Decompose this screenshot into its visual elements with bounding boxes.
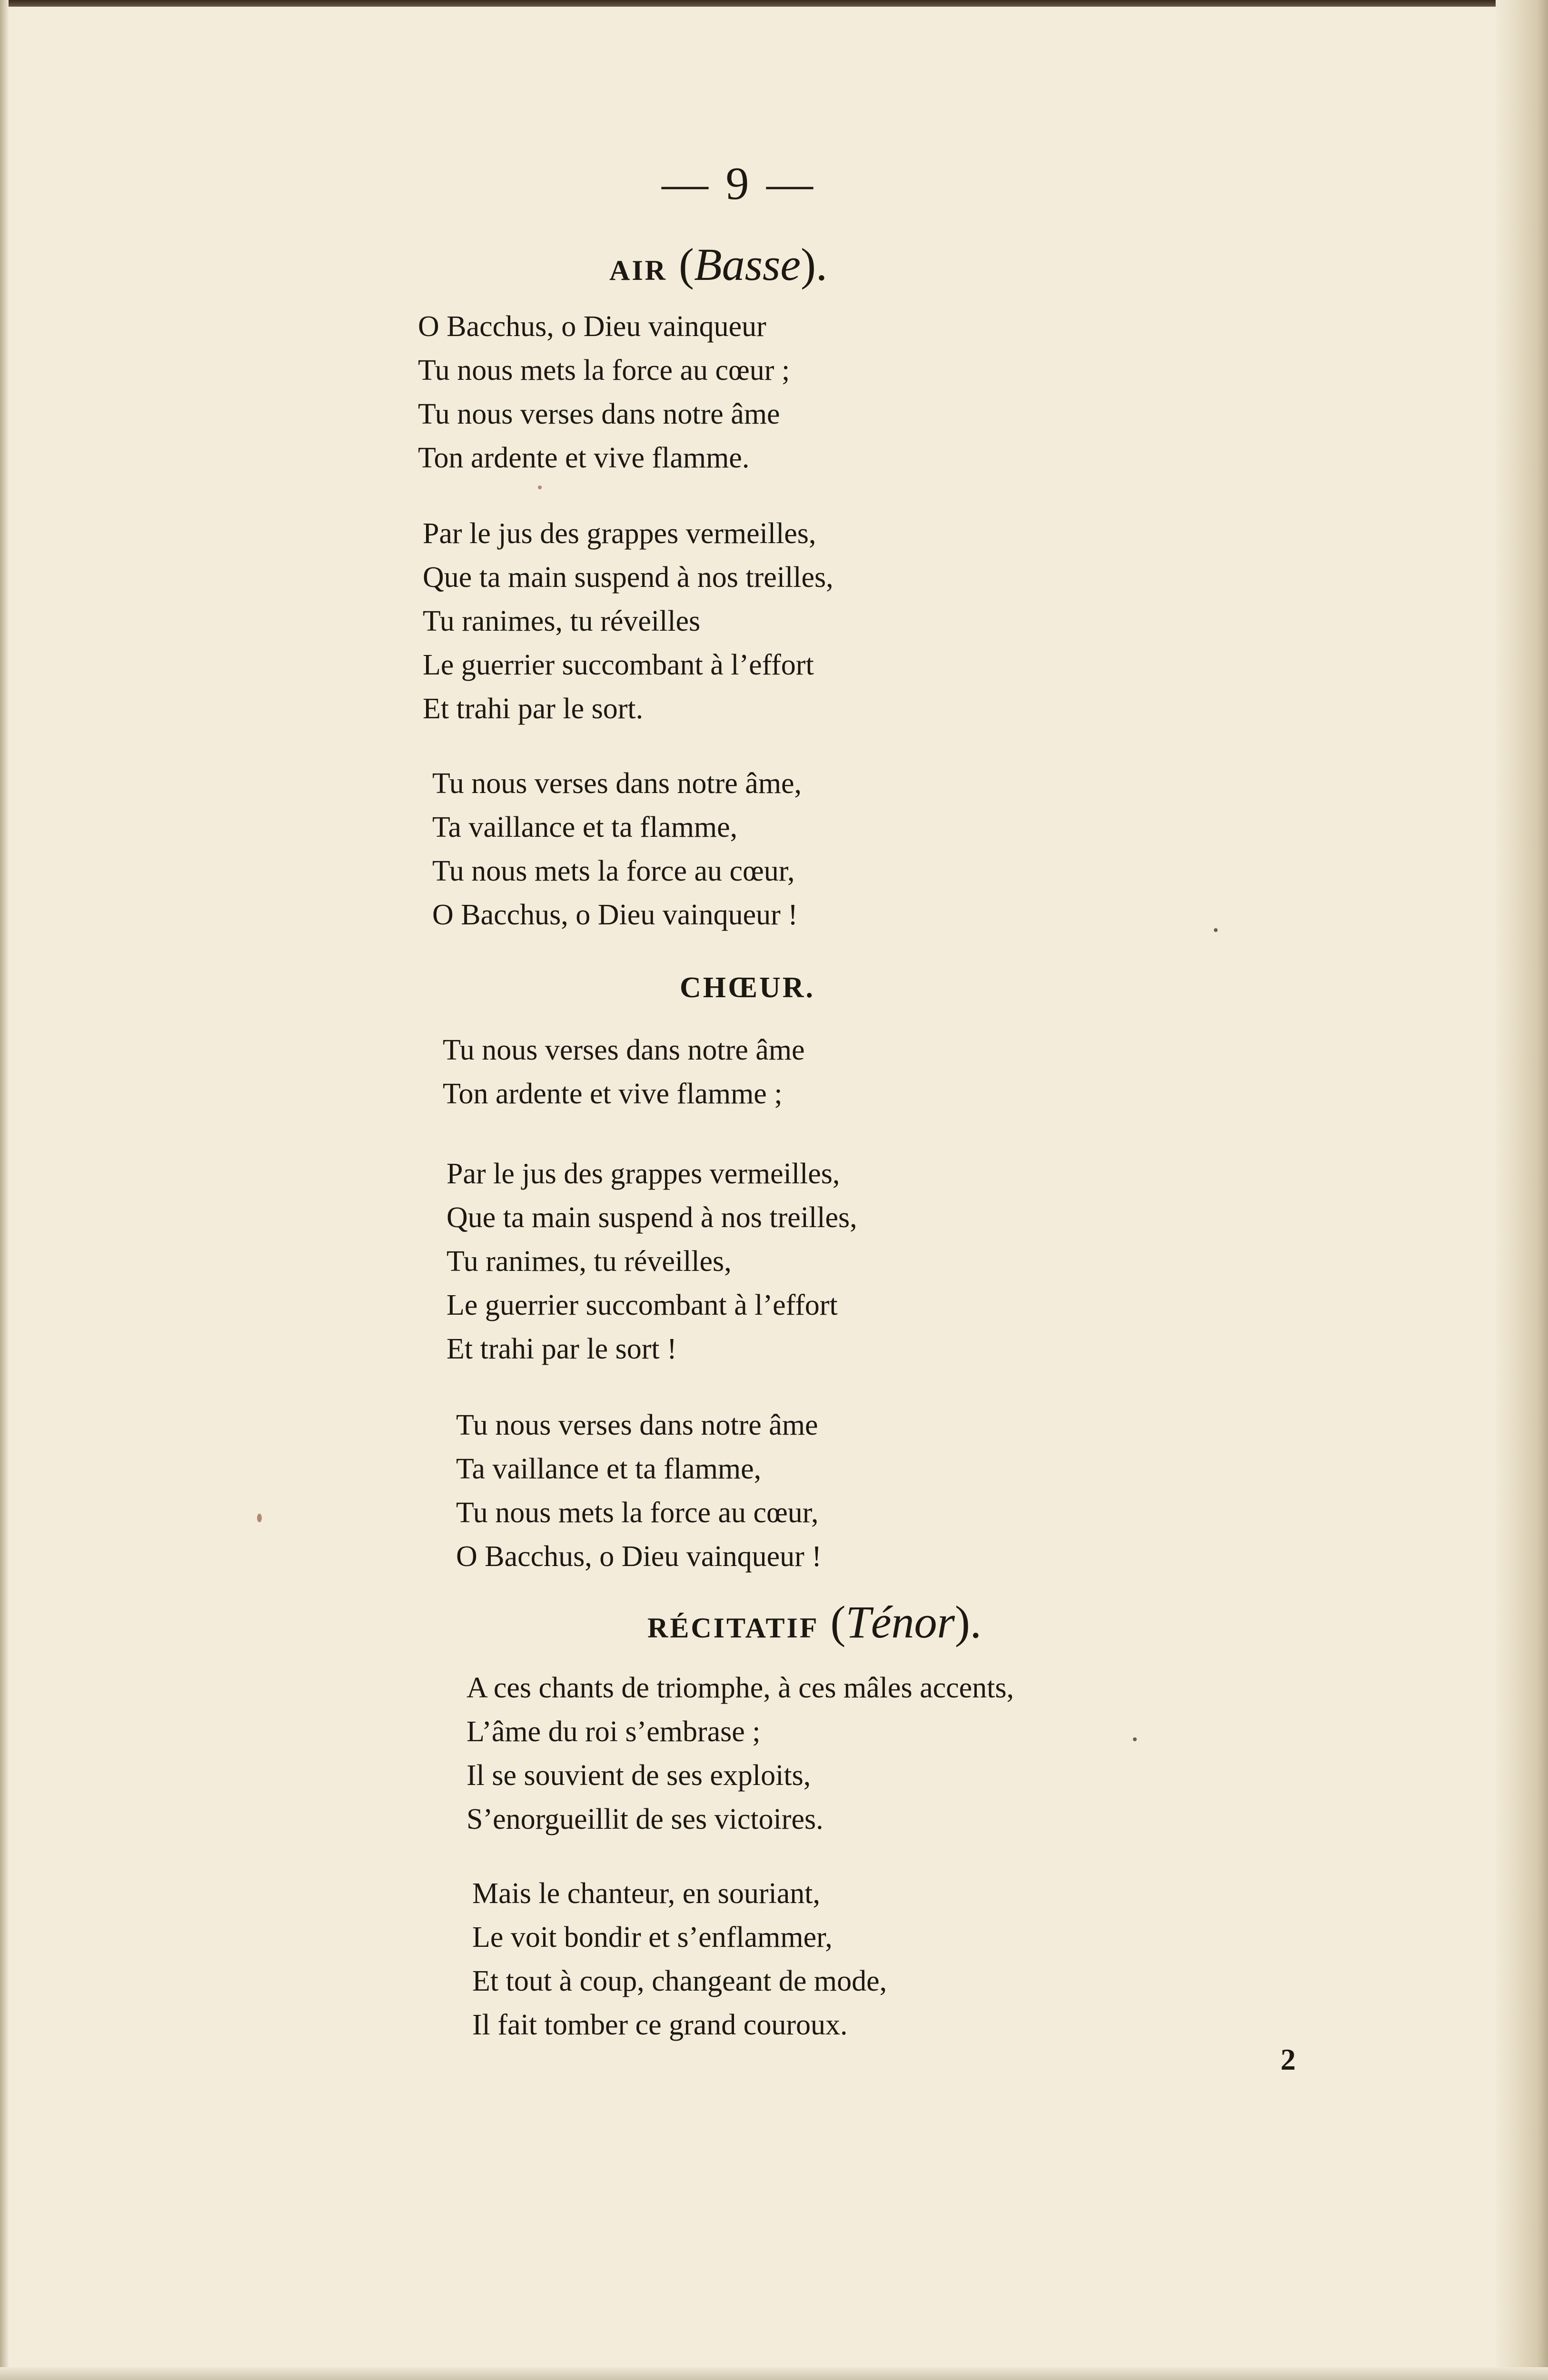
air-stanza-2 (423, 512, 834, 731)
air-heading (609, 238, 827, 291)
air-stanza-3 (432, 762, 802, 937)
paper-speck (538, 486, 542, 489)
verse-line: Que ta main suspend à nos treilles, (447, 1201, 857, 1234)
page-edge-bottom (0, 2367, 1548, 2380)
verse-line: Tu nous mets la force au cœur ; (418, 354, 790, 387)
choeur-heading: CHŒUR. (680, 972, 815, 1004)
verse-line: Tu ranimes, tu réveilles (423, 605, 701, 637)
verse-line: Par le jus des grappes vermeilles, (423, 517, 816, 550)
recitatif-heading-label: RÉCITATIF (647, 1612, 819, 1644)
verse-line: Que ta main suspend à nos treilles, (423, 561, 834, 594)
paper-speck (1133, 1737, 1137, 1741)
verse-line: Le voit bondir et s’enflammer, (472, 1921, 833, 1954)
verse-line: Ton ardente et vive flamme. (418, 442, 750, 474)
verse-line: Tu nous mets la force au cœur, (432, 855, 795, 887)
signature-mark: 2 (1280, 2043, 1296, 2076)
verse-line: Tu nous mets la force au cœur, (456, 1497, 819, 1529)
page-edge-left (0, 0, 9, 2380)
verse-line: S’enorgueillit de ses victoires. (466, 1803, 824, 1835)
air-voice: (Basse). (679, 239, 827, 290)
verse-line: Le guerrier succombant à l’effort (423, 649, 814, 681)
verse-line: Et trahi par le sort ! (447, 1333, 677, 1365)
page-edge-top (0, 0, 1548, 7)
recitatif-voice: (Ténor). (830, 1597, 982, 1647)
verse-line: O Bacchus, o Dieu vainqueur ! (456, 1540, 822, 1573)
air-heading-label: AIR (609, 255, 668, 286)
verse-line: Tu nous verses dans notre âme (456, 1409, 818, 1441)
verse-line: Tu nous verses dans notre âme, (432, 767, 802, 800)
verse-line: Par le jus des grappes vermeilles, (447, 1158, 840, 1190)
verse-line: Le guerrier succombant à l’effort (447, 1289, 838, 1321)
verse-line: Ta vaillance et ta flamme, (432, 811, 738, 843)
recitatif-stanza-2 (472, 1872, 887, 2047)
verse-line: Il se souvient de ses exploits, (466, 1759, 811, 1792)
verse-line: Ta vaillance et ta flamme, (456, 1453, 762, 1485)
verse-line: Mais le chanteur, en souriant, (472, 1877, 820, 1910)
choeur-stanza-1 (443, 1028, 805, 1116)
verse-line: Tu ranimes, tu réveilles, (447, 1245, 732, 1278)
verse-line: A ces chants de triomphe, à ces mâles accents, (466, 1672, 1014, 1704)
choeur-stanza-3 (456, 1403, 822, 1578)
page-number: — 9 — (662, 158, 816, 209)
recitatif-stanza-1 (466, 1666, 1014, 1841)
verse-line: Tu nous verses dans notre âme (443, 1034, 805, 1066)
paper-speck (257, 1514, 262, 1522)
verse-line: Ton ardente et vive flamme ; (443, 1078, 783, 1110)
verse-line: Il fait tomber ce grand couroux. (472, 2009, 848, 2041)
verse-line: Et trahi par le sort. (423, 693, 644, 725)
page-edge-right (1496, 0, 1548, 2380)
paper-speck (1214, 928, 1218, 932)
verse-line: O Bacchus, o Dieu vainqueur ! (432, 899, 798, 931)
verse-line: Tu nous verses dans notre âme (418, 398, 780, 430)
verse-line: O Bacchus, o Dieu vainqueur (418, 310, 766, 343)
air-stanza-1 (418, 305, 790, 480)
verse-line: Et tout à coup, changeant de mode, (472, 1965, 887, 1997)
choeur-stanza-2 (447, 1152, 857, 1371)
verse-line: L’âme du roi s’embrase ; (466, 1716, 761, 1748)
recitatif-heading (647, 1596, 982, 1648)
